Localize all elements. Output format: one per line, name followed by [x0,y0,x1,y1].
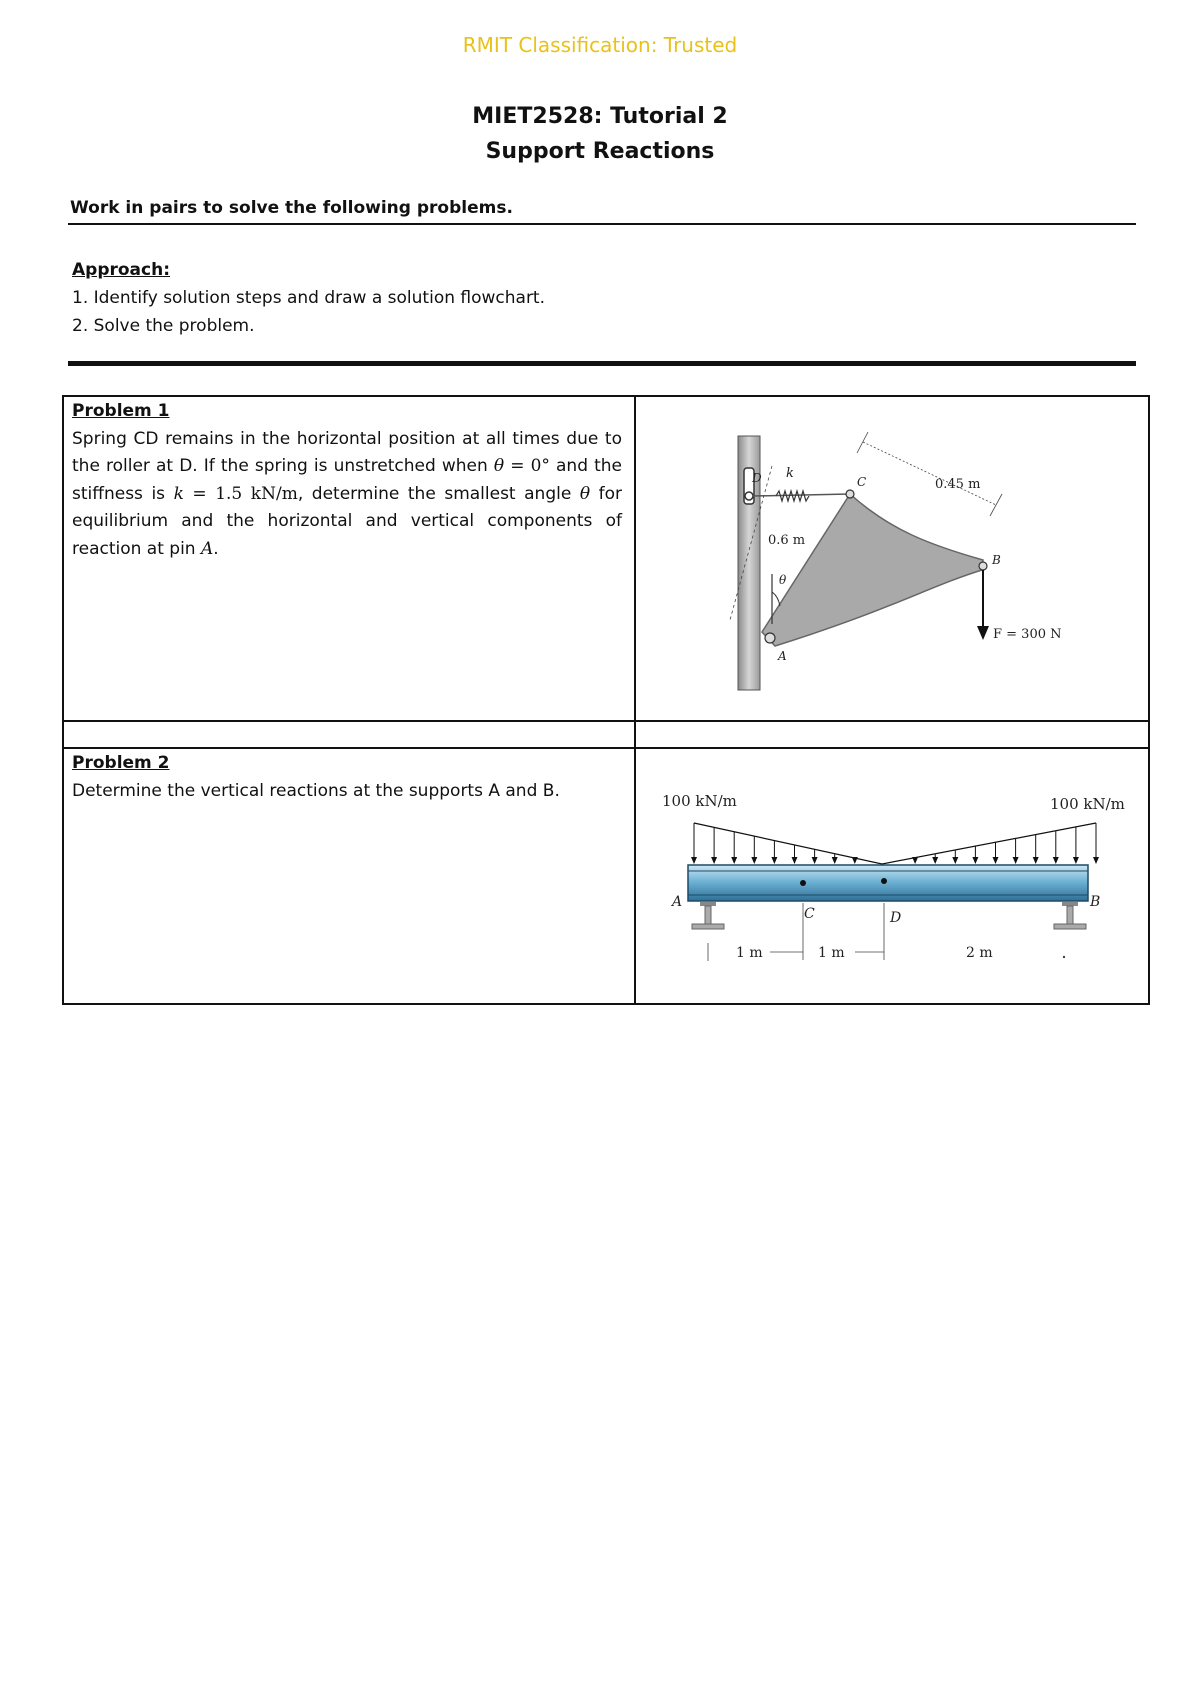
problem1-cell [72,398,622,563]
load-arrow-head [731,857,737,864]
label-B: B [1090,894,1101,910]
topic-title: Support Reactions [485,139,715,164]
label-A: A [778,649,787,663]
problem1-text-b: and the stiffness is [72,456,622,504]
load-arrow-head [1093,857,1099,864]
table-column-divider [634,395,636,1005]
table-row-divider-2 [62,747,1150,749]
problem2-text: Determine the vertical reactions at the supports A and B. [72,780,560,801]
pin-B [979,562,987,570]
problem2-heading: Problem 2 [72,753,170,773]
roller-D [745,492,753,500]
problem1-heading: Problem 1 [72,401,170,421]
dim-line-CB [863,442,996,505]
point-C-dot [800,880,806,886]
dim-DA-label: 0.6 m [768,533,806,548]
dim-CB-label: 0.45 m [935,477,981,492]
spring-coil [776,491,809,501]
problem2-cell [72,750,622,805]
course-title: MIET2528: Tutorial 2 [472,104,728,129]
eq-zero: = 0° [504,456,550,476]
label-theta: θ [779,573,787,587]
load-arrow-head [993,857,999,864]
load-arrow-head [792,857,798,864]
label-C: C [857,475,867,489]
dim-3-label: 2 m [966,945,993,961]
problem1-text-c: , determine the smallest angle [297,483,580,504]
theta-symbol: θ [493,456,505,476]
k-symbol: k [173,483,184,504]
triangular-plate [762,494,983,646]
dim-tick-B [990,494,1002,516]
label-A: A [672,894,683,910]
load-arrow-head [852,857,858,864]
k-value: = 1.5 kN/m [183,483,298,504]
load-right-label: 100 kN/m [1050,795,1125,813]
label-D: D [890,910,902,926]
instruction-text: Work in pairs to solve the following problems. [70,198,513,218]
label-k: k [786,466,794,481]
approach-step-2: 2. Solve the problem. [72,316,255,336]
load-left-label: 100 kN/m [662,792,737,810]
force-label: F = 300 N [993,627,1062,642]
divider-thick [68,361,1136,366]
approach-heading: Approach: [72,260,171,280]
load-arrow-head [1033,857,1039,864]
dim-end-dot [1063,956,1065,958]
beam [688,865,1088,901]
load-arrow-head [952,857,958,864]
dim-2-label: 1 m [818,945,845,961]
load-arrow-head [1013,857,1019,864]
problem2-figure [650,785,1140,985]
load-arrows [691,823,1099,864]
problem1-text-end: . [213,538,219,559]
problem1-text-a: Spring CD remains in the horizontal position at all times due to the roller at D. If the spring is unstretched when [72,428,622,476]
support-A [692,902,724,929]
theta-symbol-2: θ [579,483,591,504]
load-arrow-head [812,857,818,864]
theta-arc [772,592,780,606]
load-arrow-head [912,857,918,864]
classification-label: RMIT Classification: Trusted [462,33,738,57]
problem1-figure [700,420,1100,700]
label-C: C [804,906,815,922]
force-arrowhead [977,626,989,640]
load-arrow-head [771,857,777,864]
load-arrow-head [832,857,838,864]
pin-symbol: A [201,538,214,559]
load-arrow-head [1053,857,1059,864]
pin-C [846,490,854,498]
label-B: B [992,553,1001,567]
load-arrow-head [691,857,697,864]
problem1-text-d: for equilibrium and the horizontal and vertical components of reaction at pin [72,483,623,559]
load-arrow-head [1073,857,1079,864]
table-row-divider-1 [62,720,1150,722]
load-arrow-head [751,857,757,864]
load-arrow-head [711,857,717,864]
approach-step-1: 1. Identify solution steps and draw a solution flowchart. [72,288,546,308]
dim-tick-C [857,432,868,453]
support-B [1054,902,1086,929]
label-D: D [752,471,762,485]
load-arrow-head [932,857,938,864]
point-D-dot [881,878,887,884]
divider-thin [68,223,1136,225]
dim-1-label: 1 m [736,945,763,961]
approach-section [72,256,545,340]
load-arrow-head [972,857,978,864]
pin-A [765,633,775,643]
